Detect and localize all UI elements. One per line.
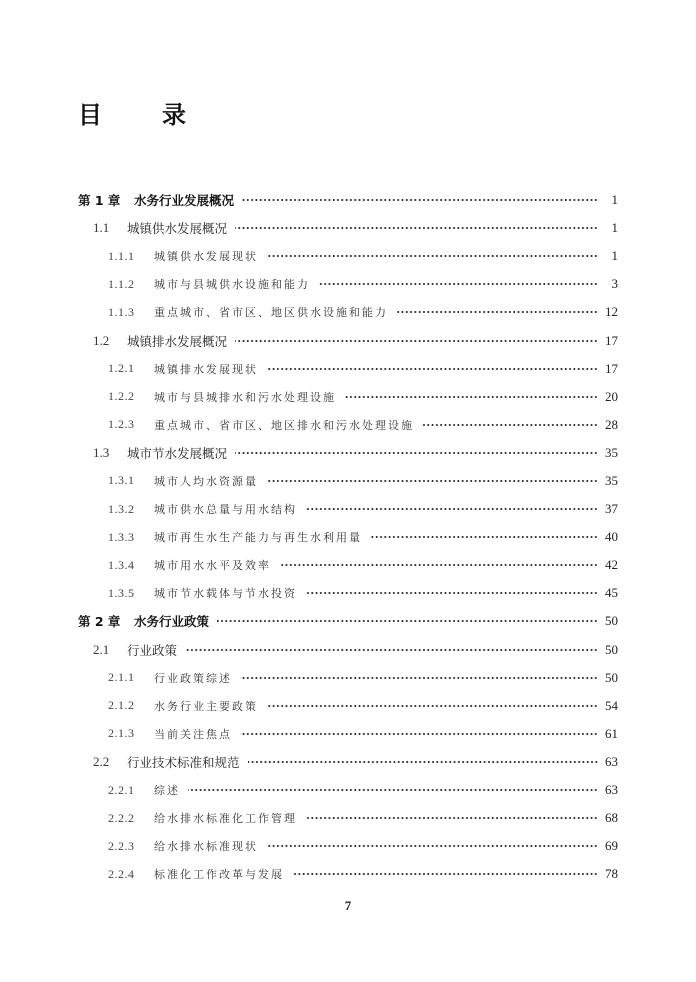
toc-entry-title: 城市人均水资源量 — [154, 474, 258, 488]
toc-entry-page: 50 — [605, 613, 618, 629]
toc-entry-title: 城市再生水生产能力与再生水利用量 — [154, 531, 362, 545]
toc-entry-title: 城市与县城供水设施和能力 — [154, 278, 310, 292]
dot-leader — [266, 845, 598, 847]
toc-entry-title: 行业政策 — [127, 642, 178, 658]
toc-entry-title: 水务行业政策 — [134, 614, 210, 630]
toc-entry-page: 69 — [605, 838, 618, 854]
dot-leader — [235, 227, 598, 229]
toc-entry-subsection-2-1-2[interactable] — [0, 692, 696, 720]
toc-entry-page: 50 — [605, 641, 618, 657]
toc-entry-chapter-2[interactable] — [0, 607, 696, 635]
dot-leader — [242, 199, 598, 201]
toc-entry-subsection-1-2-1[interactable] — [0, 355, 696, 383]
toc-entry-page: 61 — [605, 725, 618, 741]
toc-entry-subsection-1-3-5[interactable] — [0, 579, 696, 607]
toc-entry-subsection-2-1-1[interactable] — [0, 664, 696, 692]
toc-entry-subsection-1-3-4[interactable] — [0, 551, 696, 579]
toc-entry-subsection-1-3-3[interactable] — [0, 523, 696, 551]
dot-leader — [422, 424, 598, 426]
dot-leader — [266, 255, 598, 257]
toc-entry-page: 28 — [605, 416, 618, 432]
toc-entry-title: 综述 — [154, 784, 180, 798]
toc-entry-number: 1.2.2 — [108, 389, 135, 404]
toc-entry-title: 当前关注焦点 — [154, 727, 232, 741]
dot-leader — [305, 592, 598, 594]
toc-entry-subsection-1-1-1[interactable] — [0, 242, 696, 270]
dot-leader — [235, 340, 598, 342]
toc-entry-page: 37 — [605, 501, 618, 517]
toc-entry-number: 1.1 — [93, 220, 110, 236]
dot-leader — [188, 789, 598, 791]
toc-entry-section-1-3[interactable] — [0, 439, 696, 467]
toc-entry-number: 1.2.1 — [108, 361, 135, 376]
toc-entry-title: 城市节水发展概况 — [127, 445, 228, 461]
toc-entry-section-1-2[interactable] — [0, 326, 696, 354]
toc-entry-number: 1.1.1 — [108, 248, 135, 263]
toc-entry-number: 1.2 — [93, 332, 110, 348]
dot-leader — [344, 396, 598, 398]
toc-entry-page: 42 — [605, 557, 618, 573]
toc-entry-number: 2.1.3 — [108, 726, 135, 741]
toc-entry-title: 城市与县城排水和污水处理设施 — [154, 390, 336, 404]
page-number: 7 — [344, 898, 352, 913]
toc-entry-number: 2.2.1 — [108, 782, 135, 797]
toc-entry-title: 行业技术标准和规范 — [127, 754, 240, 770]
dot-leader — [266, 368, 598, 370]
toc-entry-subsection-2-2-3[interactable] — [0, 832, 696, 860]
toc-entry-number: 1.3.4 — [108, 557, 135, 572]
toc-entry-title: 城市用水水平及效率 — [154, 559, 271, 573]
toc-entry-title: 水务行业发展概况 — [134, 193, 235, 209]
table-of-contents — [0, 186, 696, 888]
toc-entry-title: 给水排水标准化工作管理 — [154, 812, 297, 826]
dot-leader — [266, 480, 598, 482]
toc-entry-number: 2.2 — [93, 753, 110, 769]
toc-entry-subsection-2-2-1[interactable] — [0, 776, 696, 804]
page-title: 目 录 — [78, 101, 204, 129]
toc-entry-title: 城镇排水发展概况 — [127, 333, 228, 349]
toc-entry-page: 1 — [611, 192, 618, 208]
toc-entry-subsection-1-2-2[interactable] — [0, 383, 696, 411]
toc-entry-page: 1 — [611, 220, 618, 236]
dot-leader — [240, 733, 598, 735]
dot-leader — [279, 564, 598, 566]
toc-entry-number: 1.3.3 — [108, 529, 135, 544]
toc-entry-subsection-1-2-3[interactable] — [0, 411, 696, 439]
dot-leader — [292, 873, 598, 875]
toc-entry-section-2-1[interactable] — [0, 636, 696, 664]
toc-entry-page: 20 — [605, 388, 618, 404]
toc-entry-title: 城市节水载体与节水投资 — [154, 587, 297, 601]
toc-entry-page: 17 — [605, 332, 618, 348]
toc-entry-subsection-1-3-1[interactable] — [0, 467, 696, 495]
dot-leader — [305, 817, 598, 819]
toc-entry-number: 1.2.3 — [108, 417, 135, 432]
toc-entry-title: 重点城市、省市区、地区排水和污水处理设施 — [154, 418, 414, 432]
dot-leader — [305, 508, 598, 510]
toc-entry-page: 45 — [605, 585, 618, 601]
dot-leader — [266, 705, 598, 707]
toc-entry-subsection-2-2-4[interactable] — [0, 860, 696, 888]
toc-entry-number: 2.1.1 — [108, 670, 135, 685]
toc-entry-page: 63 — [605, 782, 618, 798]
toc-entry-title: 城镇排水发展现状 — [154, 362, 258, 376]
toc-entry-page: 68 — [605, 810, 618, 826]
dot-leader — [235, 452, 598, 454]
toc-entry-page: 40 — [605, 529, 618, 545]
toc-entry-subsection-1-1-3[interactable] — [0, 298, 696, 326]
toc-entry-number: 1.3.5 — [108, 585, 135, 600]
toc-entry-subsection-2-2-2[interactable] — [0, 804, 696, 832]
toc-entry-title: 城镇供水发展概况 — [127, 221, 228, 237]
toc-entry-title: 水务行业主要政策 — [154, 699, 258, 713]
toc-entry-section-1-1[interactable] — [0, 214, 696, 242]
toc-entry-page: 50 — [605, 669, 618, 685]
toc-entry-number: 2.1 — [93, 641, 110, 657]
dot-leader — [318, 283, 598, 285]
dot-leader — [185, 649, 598, 651]
toc-entry-page: 3 — [611, 276, 618, 292]
toc-entry-number: 第 2 章 — [78, 614, 121, 630]
toc-entry-number: 2.1.2 — [108, 698, 135, 713]
toc-entry-number: 2.2.2 — [108, 810, 135, 825]
toc-entry-number: 1.3.1 — [108, 473, 135, 488]
toc-entry-subsection-1-1-2[interactable] — [0, 270, 696, 298]
toc-entry-title: 城市供水总量与用水结构 — [154, 503, 297, 517]
toc-entry-title: 城镇供水发展现状 — [154, 250, 258, 264]
toc-entry-title: 给水排水标准现状 — [154, 840, 258, 854]
dot-leader — [248, 761, 598, 763]
toc-entry-page: 17 — [605, 360, 618, 376]
toc-entry-number: 2.2.4 — [108, 866, 135, 881]
toc-entry-number: 2.2.3 — [108, 838, 135, 853]
toc-entry-page: 54 — [605, 697, 618, 713]
toc-entry-title: 标准化工作改革与发展 — [154, 868, 284, 882]
toc-entry-title: 重点城市、省市区、地区供水设施和能力 — [154, 306, 388, 320]
dot-leader — [370, 536, 598, 538]
toc-entry-page: 35 — [605, 472, 618, 488]
toc-entry-page: 12 — [605, 304, 618, 320]
toc-entry-number: 1.3.2 — [108, 501, 135, 516]
toc-entry-page: 35 — [605, 444, 618, 460]
toc-entry-title: 行业政策综述 — [154, 671, 232, 685]
toc-entry-chapter-1[interactable] — [0, 186, 696, 214]
toc-entry-number: 1.1.3 — [108, 304, 135, 319]
dot-leader — [217, 620, 598, 622]
toc-entry-subsection-1-3-2[interactable] — [0, 495, 696, 523]
toc-entry-number: 1.1.2 — [108, 276, 135, 291]
dot-leader — [240, 677, 598, 679]
toc-entry-page: 78 — [605, 866, 618, 882]
toc-entry-number: 第 1 章 — [78, 193, 121, 209]
toc-entry-subsection-2-1-3[interactable] — [0, 720, 696, 748]
toc-entry-page: 1 — [611, 248, 618, 264]
toc-entry-page: 63 — [605, 753, 618, 769]
dot-leader — [396, 311, 598, 313]
toc-entry-section-2-2[interactable] — [0, 748, 696, 776]
toc-entry-number: 1.3 — [93, 444, 110, 460]
